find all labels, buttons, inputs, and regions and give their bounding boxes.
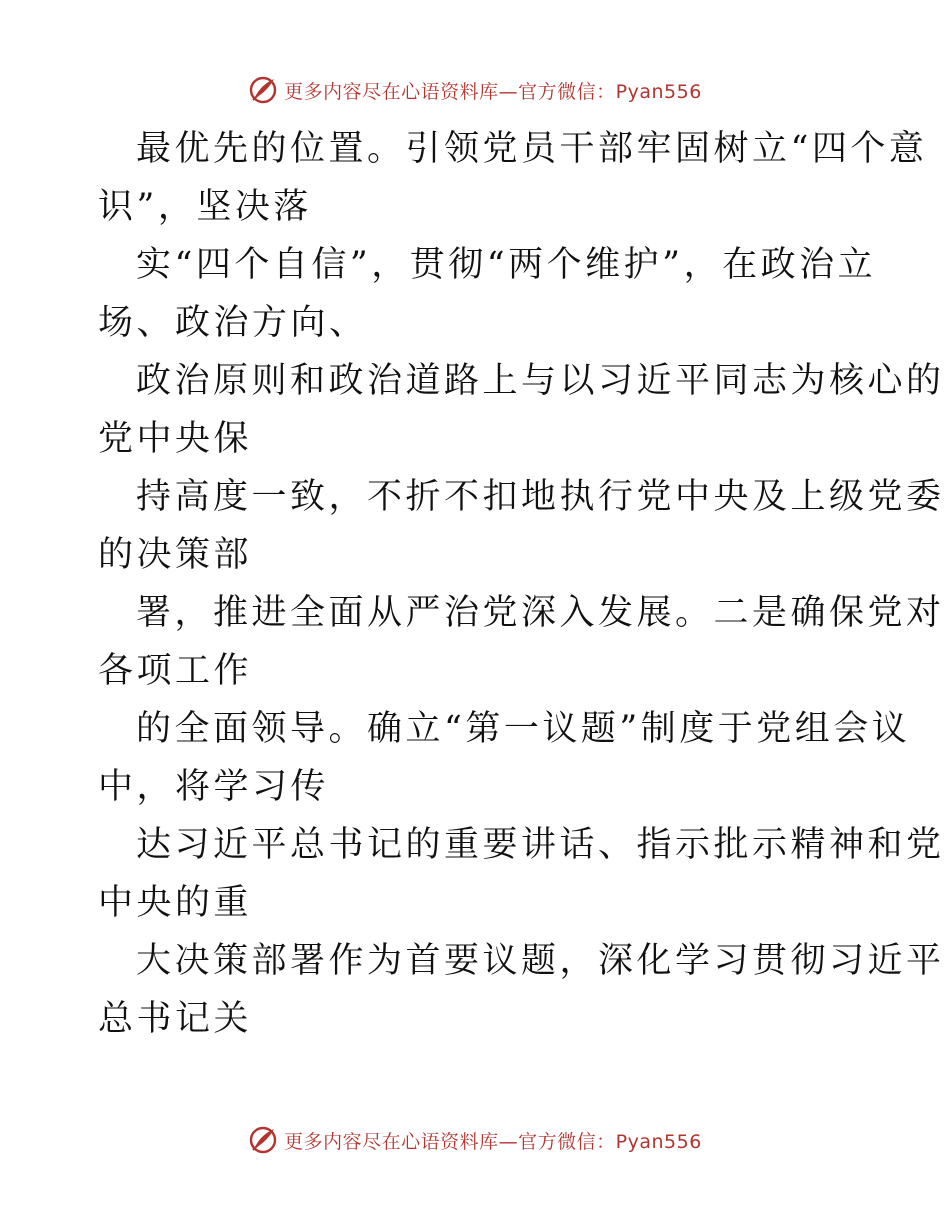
header-banner (0, 70, 950, 110)
quill-logo-icon (248, 1125, 278, 1155)
body-line: 各项工作 (98, 651, 253, 691)
body-line: 大决策部署作为首要议题，深化学习贯彻习近平 (136, 941, 945, 981)
body-line: 总书记关 (98, 999, 253, 1039)
body-line: 的全面领导。确立“第一议题”制度于党组会议 (136, 709, 911, 749)
footer-banner (0, 1120, 950, 1160)
footer-banner-text: 更多内容尽在心语资料库—官方微信：Pyan556 (284, 1130, 702, 1153)
body-line: 最优先的位置。引领党员干部牢固树立“四个意 (136, 129, 928, 169)
body-line: 署，推进全面从严治党深入发展。二是确保党对 (136, 593, 945, 633)
body-line: 场、政治方向、 (98, 303, 368, 343)
body-line: 识”，坚决落 (98, 187, 312, 227)
quill-logo-icon (248, 75, 278, 105)
body-line: 实“四个自信”，贯彻“两个维护”，在政治立 (136, 245, 877, 285)
body-line: 达习近平总书记的重要讲话、指示批示精神和党 (136, 825, 945, 865)
header-banner-text: 更多内容尽在心语资料库—官方微信：Pyan556 (284, 80, 702, 103)
body-line: 中，将学习传 (98, 767, 330, 807)
body-line: 的决策部 (98, 535, 253, 575)
body-line: 党中央保 (98, 419, 253, 459)
body-line: 持高度一致，不折不扣地执行党中央及上级党委 (136, 477, 945, 517)
body-line: 政治原则和政治道路上与以习近平同志为核心的 (136, 361, 945, 401)
body-line: 中央的重 (98, 883, 253, 923)
